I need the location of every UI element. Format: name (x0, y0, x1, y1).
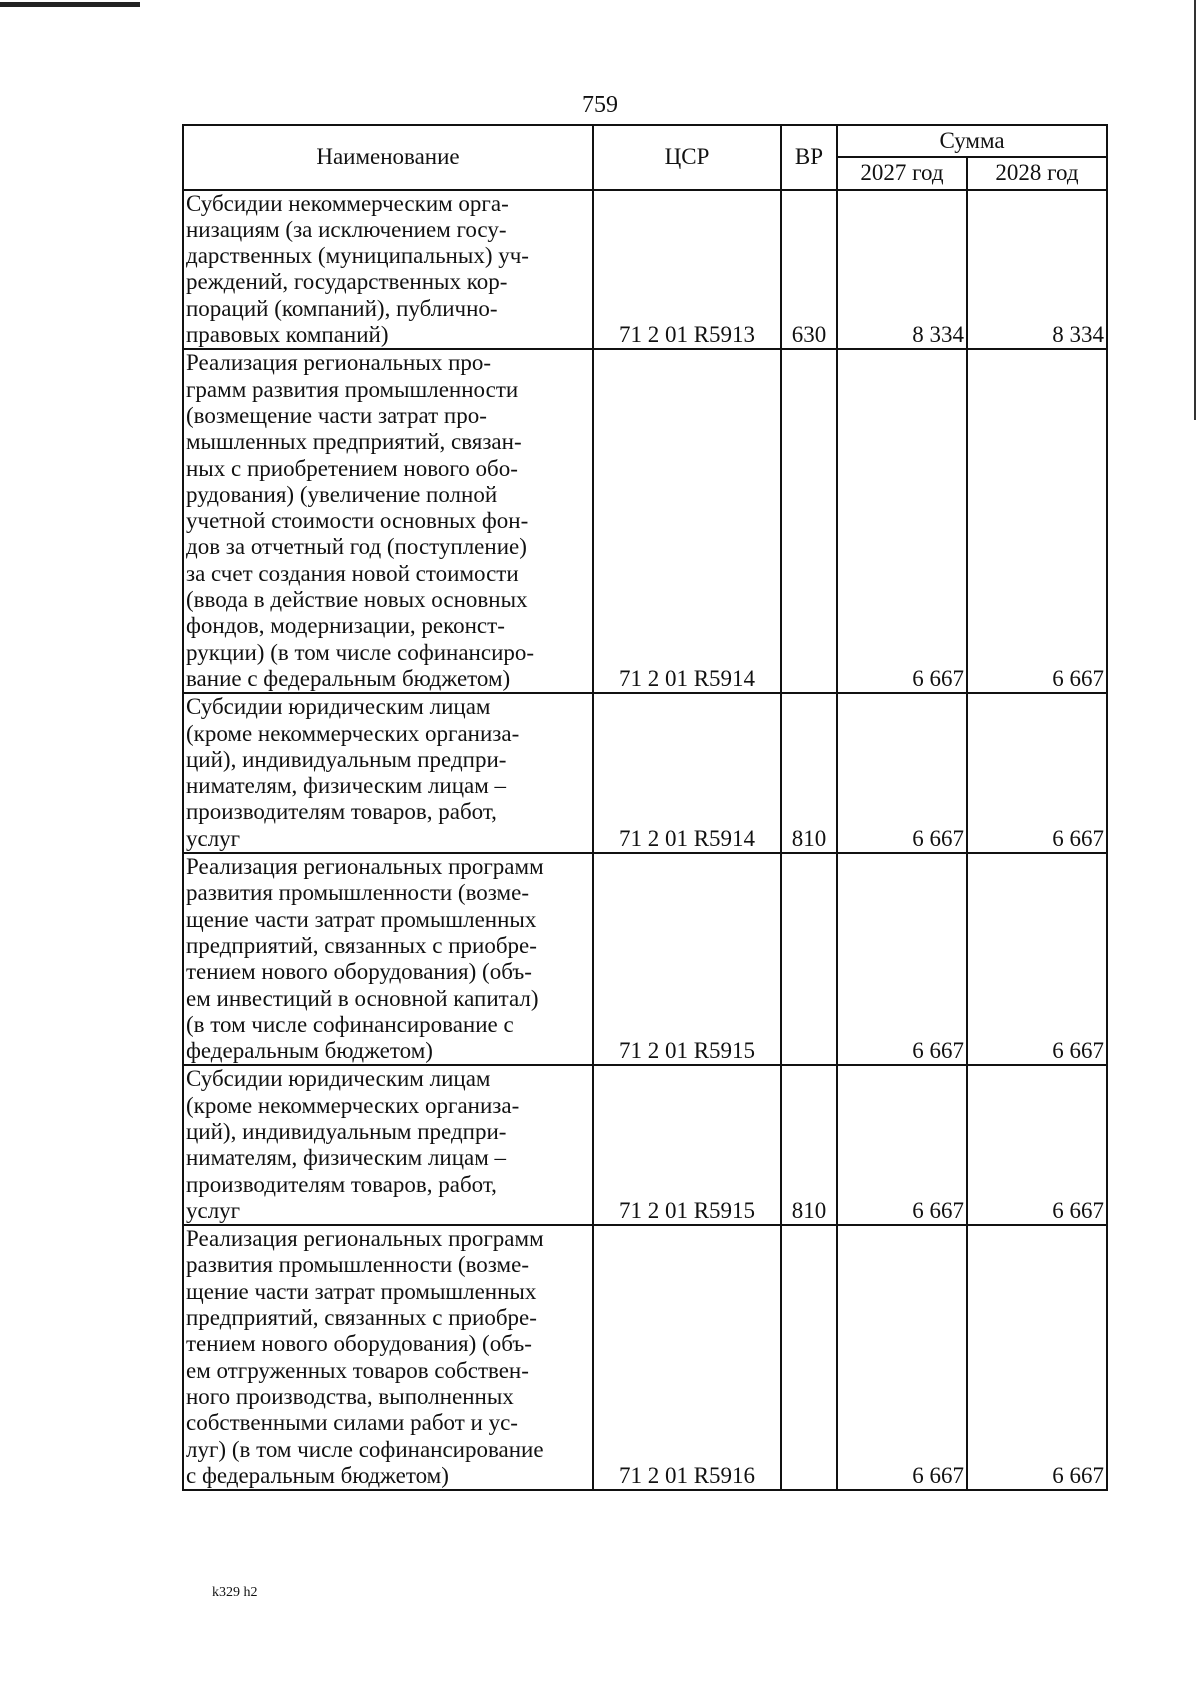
header-year-2028: 2028 год (967, 157, 1107, 189)
row-sum-2027-cell: 6 667 (837, 853, 967, 1065)
row-sum-2027-cell: 6 667 (837, 693, 967, 853)
table-header (183, 125, 1107, 190)
row-name-cell: Реализация региональных программ развития промышленности (возме- щение части затрат промышленных предприятий, связанных с приобре- тением нового оборудования) (объ- ем инвестиций в основной капитал) (в том числе софинансирование с федеральным бюджетом) (183, 853, 593, 1065)
row-name-cell: Реализация региональных про- грамм развития промышленности (возмещение части затрат про- мышленных предприятий, связан- ных с приобретением нового обо- рудования) (увеличение полной учетной стоимости основных фон- дов за отчетный год (поступление) за счет создания новой стоимости (ввода в действие новых основных фондов, модернизации, реконст- рукции) (в том числе софинансиро- вание с федеральным бюджетом) (183, 349, 593, 693)
row-sum-2028-cell: 6 667 (967, 1225, 1107, 1490)
table-row (183, 693, 1107, 853)
row-csr-cell: 71 2 01 R5914 (593, 693, 781, 853)
table-body (183, 190, 1107, 1491)
scan-edge-top (0, 2, 140, 7)
header-name: Наименование (183, 125, 593, 190)
row-sum-2027-cell: 6 667 (837, 1065, 967, 1225)
header-sum: Сумма (837, 125, 1107, 157)
row-name-cell: Субсидии юридическим лицам (кроме некоммерческих организа- ций), индивидуальным предпри- нимателям, физическим лицам – производителям товаров, работ, услуг (183, 1065, 593, 1225)
row-vr-cell: 810 (781, 1065, 837, 1225)
row-name-cell: Субсидии некоммерческим орга- низациям (за исключением госу- дарственных (муниципальных) уч- реждений, государственных кор- пораций (компаний), публично- правовых компаний) (183, 190, 593, 350)
header-year-2027: 2027 год (837, 157, 967, 189)
row-vr-cell: 630 (781, 190, 837, 350)
row-vr-cell (781, 853, 837, 1065)
header-row-1 (183, 125, 1107, 157)
row-sum-2028-cell: 8 334 (967, 190, 1107, 350)
row-csr-cell: 71 2 01 R5916 (593, 1225, 781, 1490)
row-name-cell: Субсидии юридическим лицам (кроме некоммерческих организа- ций), индивидуальным предпри- нимателям, физическим лицам – производителям товаров, работ, услуг (183, 693, 593, 853)
row-sum-2027-cell: 6 667 (837, 1225, 967, 1490)
row-csr-cell: 71 2 01 R5915 (593, 853, 781, 1065)
table-row (183, 1225, 1107, 1490)
table-row (183, 190, 1107, 350)
row-csr-cell: 71 2 01 R5915 (593, 1065, 781, 1225)
row-vr-cell (781, 1225, 837, 1490)
scan-edge-right (1194, 0, 1196, 420)
row-sum-2028-cell: 6 667 (967, 853, 1107, 1065)
row-csr-cell: 71 2 01 R5914 (593, 349, 781, 693)
budget-table (182, 124, 1108, 1491)
row-csr-cell: 71 2 01 R5913 (593, 190, 781, 350)
row-sum-2028-cell: 6 667 (967, 693, 1107, 853)
row-vr-cell (781, 349, 837, 693)
header-csr: ЦСР (593, 125, 781, 190)
table-row (183, 349, 1107, 693)
row-sum-2027-cell: 6 667 (837, 349, 967, 693)
footer-code: k329 h2 (212, 1585, 258, 1600)
table-row (183, 1065, 1107, 1225)
row-sum-2027-cell: 8 334 (837, 190, 967, 350)
row-sum-2028-cell: 6 667 (967, 349, 1107, 693)
row-name-cell: Реализация региональных программ развития промышленности (возме- щение части затрат промышленных предприятий, связанных с приобре- тением нового оборудования) (объ- ем отгруженных товаров собствен- ного производства, выполненных собственными силами работ и ус- луг) (в том числе софинансирование с федеральным бюджетом) (183, 1225, 593, 1490)
table-row (183, 853, 1107, 1065)
row-vr-cell: 810 (781, 693, 837, 853)
row-sum-2028-cell: 6 667 (967, 1065, 1107, 1225)
header-vr: ВР (781, 125, 837, 190)
page-number: 759 (582, 92, 618, 118)
